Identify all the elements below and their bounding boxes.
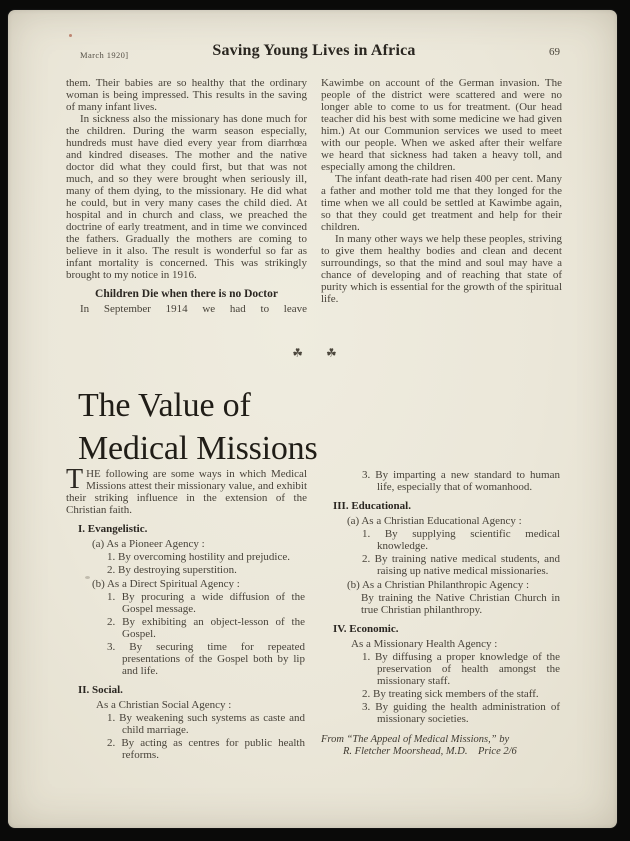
ornament-row: [66, 346, 563, 361]
masthead-date: March 1920]: [80, 50, 129, 60]
lower-right-column: [321, 468, 562, 762]
intro-paragraph: [66, 464, 307, 516]
scan-speck-icon: [69, 34, 72, 37]
source-citation: [321, 734, 562, 758]
paragraph: In September 1914 we had to leave: [80, 303, 307, 315]
source-line-1: From “The Appeal of Medical Missions,” by: [321, 734, 510, 745]
outline-subheading: (a) As a Christian Educational Agency :: [347, 515, 522, 527]
outline-item: 1. By overcoming hostility and prejudice.: [107, 551, 290, 563]
outline-heading: II. Social.: [78, 684, 123, 696]
clover-ornament-icon: ☘: [292, 346, 303, 360]
outline-subheading: As a Christian Social Agency :: [96, 699, 232, 711]
section-heading: Children Die when there is no Doctor: [95, 288, 278, 300]
outline-subheading: As a Missionary Health Agency :: [351, 638, 498, 650]
outline-item: 3. By guiding the health administration of missionary societies.: [362, 701, 560, 725]
scanned-page: [8, 10, 617, 828]
outline-item: 2. By destroying superstition.: [107, 564, 237, 576]
intro-text: HE following are some ways in which Medical Missions attest their missionary value, and exhibit their striking influence in the extension of the Christian faith.: [66, 468, 307, 516]
upper-article: [66, 77, 563, 315]
outline-item: By training the Native Christian Church in true Christian philanthropy.: [361, 592, 560, 616]
outline-heading: III. Educational.: [333, 500, 411, 512]
upper-right-column: [321, 77, 562, 315]
paragraph: In many other ways we help these peoples, striving to give them healthy bodies and clean and decent surroundings, so that the mind and soul may have a chance of developing and of reaching that state of purity which is essential for the growth of the spiritual life.: [321, 233, 562, 305]
outline-item: 3. By securing time for repeated presentations of the Gospel both by lip and life.: [107, 641, 305, 677]
upper-left-column: [66, 77, 307, 315]
outline-heading: IV. Economic.: [333, 623, 399, 635]
outline-subheading: (b) As a Christian Philanthropic Agency :: [347, 579, 530, 591]
outline-subheading: (a) As a Pioneer Agency :: [92, 538, 205, 550]
masthead-title: Saving Young Lives in Africa: [212, 42, 416, 59]
paragraph: In sickness also the missionary has done much for the children. During the warm season especially, hundreds must have died every year from diarrhœa and kindred diseases. The mother and the native doctor did what they could first, but that was not much, and so they were brought when seriously ill, many of them dying, to the missionary. He did what he could, but in very many cases the child died. At hospital and in church and class, we preached the doctrine of early treatment, and in time we convinced the fathers. Gradually the mothers are coming to believe in it also. The result is wonderful so far as infant mortality is concerned. This was strikingly brought to my notice in 1916.: [66, 113, 307, 281]
paragraph: The infant death-rate had risen 400 per cent. Many a father and mother told me that they longed for the time when we all could be settled at Kawimbe again, so that they could get treatment and help for their children.: [321, 173, 562, 233]
paragraph: Kawimbe on account of the German invasion. The people of the district were scattered and were no longer able to come to us for treatment. (Our head teacher did his best with some medicine we had given him.) At our Communion services we used to meet with our people. When we asked after their welfare we heard that sickness had taken a heavy toll, and especially among the children.: [321, 77, 562, 173]
lower-article: [66, 464, 563, 762]
masthead-page-number: 69: [549, 46, 560, 58]
outline-item: 1. By diffusing a proper knowledge of the preservation of health amongst the missionary staff.: [362, 651, 560, 687]
drop-cap: T: [66, 464, 84, 495]
outline-item: 3. By imparting a new standard to human life, especially that of womanhood.: [362, 469, 560, 493]
article-title: [78, 384, 318, 470]
outline-subheading: (b) As a Direct Spiritual Agency :: [92, 578, 240, 590]
outline-item: 2. By exhibiting an object-lesson of the Gospel.: [107, 616, 305, 640]
outline-item: 1. By supplying scientific medical knowledge.: [362, 528, 560, 552]
masthead: [66, 42, 562, 66]
paragraph: them. Their babies are so healthy that the ordinary woman is being impressed. This results in the saving of many infant lives.: [66, 77, 307, 113]
clover-ornament-icon: ☘: [326, 346, 337, 360]
outline-item: 2. By acting as centres for public health reforms.: [107, 737, 305, 761]
outline-item: 1. By procuring a wide diffusion of the Gospel message.: [107, 591, 305, 615]
source-line-2: R. Fletcher Moorshead, M.D. Price 2/6: [343, 746, 517, 757]
outline-heading: I. Evangelistic.: [78, 523, 148, 535]
outline-item: 1. By weakening such systems as caste and child marriage.: [107, 712, 305, 736]
outline-item: 2. By treating sick members of the staff.: [362, 688, 539, 700]
outline-item: 2. By training native medical students, and raising up native medical missionaries.: [362, 553, 560, 577]
article-title-line-1: The Value of: [78, 387, 251, 424]
lower-left-column: [66, 464, 307, 762]
article-title-line-2: Medical Missions: [78, 430, 318, 467]
